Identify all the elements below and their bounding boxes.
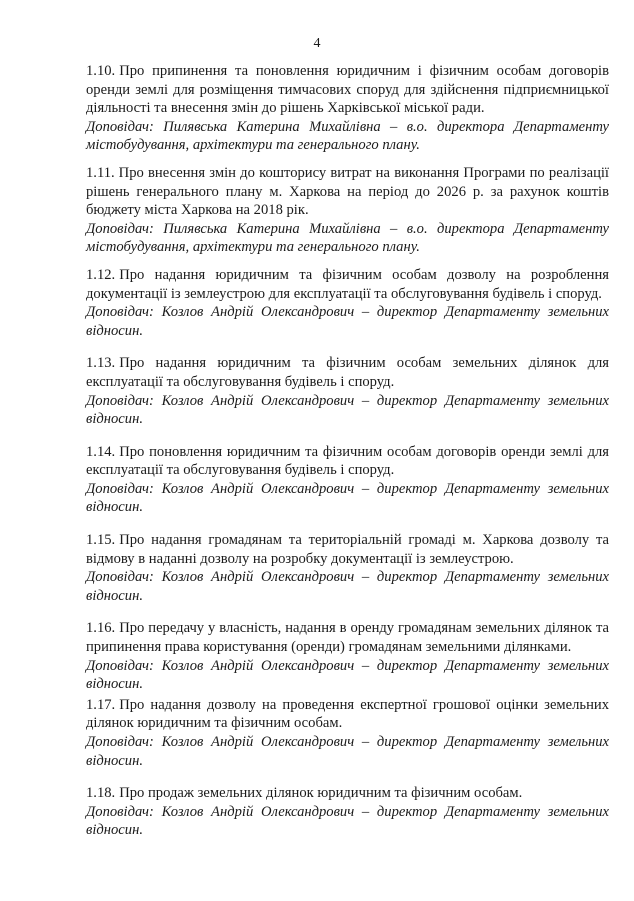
agenda-item-text [86, 164, 609, 220]
agenda-item-title: Про поновлення юридичним та фізичним особам договорів оренди землі для експлуатації та обслуговування будівель і споруд. [86, 443, 609, 479]
agenda-item [86, 619, 609, 693]
agenda-item-number: 1.16. [86, 620, 116, 637]
agenda-item [86, 784, 609, 840]
agenda-item [86, 696, 609, 770]
agenda-item-number: 1.15. [86, 532, 116, 549]
agenda-item-text [86, 354, 609, 391]
agenda-item-speaker: Доповідач: Козлов Андрій Олександрович – директор Департаменту земельних відносин. [86, 803, 609, 839]
agenda-item-speaker: Доповідач: Пилявська Катерина Михайлівна – в.о. директора Департаменту містобудування, архітектури та генерального плану. [86, 220, 609, 256]
agenda-item-number: 1.13. [86, 355, 116, 372]
agenda-item-number: 1.12. [86, 266, 116, 283]
agenda-item-title: Про продаж земельних ділянок юридичним та фізичним особам. [119, 785, 523, 802]
agenda-item [86, 531, 609, 605]
agenda-item [86, 62, 609, 155]
agenda-item-text [86, 62, 609, 118]
agenda-item-title: Про надання громадянам та територіальній громаді м. Харкова дозволу та відмову в наданні дозволу на розробку документації із землеустрою. [86, 532, 609, 567]
agenda-item-number: 1.11. [86, 164, 115, 181]
agenda-item-speaker: Доповідач: Козлов Андрій Олександрович – директор Департаменту земельних відносин. [86, 569, 609, 604]
agenda-item-speaker: Доповідач: Козлов Андрій Олександрович – директор Департаменту земельних відносин. [86, 657, 609, 693]
agenda-item-number: 1.14. [86, 443, 116, 460]
agenda-item-title: Про надання юридичним та фізичним особам земельних ділянок для експлуатації та обслуговування будівель і споруд. [86, 355, 609, 390]
agenda-item-text [86, 443, 609, 480]
agenda-item-title: Про припинення та поновлення юридичним і фізичним особам договорів оренди землі для розміщення тимчасових споруд для здійснення підприємницької діяльності та внесення змін до рішень Харківської міської ради. [86, 63, 609, 117]
agenda-item-number: 1.10. [86, 63, 116, 79]
agenda-item-speaker: Доповідач: Козлов Андрій Олександрович – директор Департаменту земельних відносин. [86, 392, 609, 428]
agenda-item [86, 266, 609, 340]
agenda-item-text [86, 619, 609, 656]
agenda-item-text [86, 266, 609, 303]
agenda-item-speaker: Доповідач: Козлов Андрій Олександрович – директор Департаменту земельних відносин. [86, 480, 609, 516]
agenda-item-speaker: Доповідач: Козлов Андрій Олександрович – директор Департаменту земельних відносин. [86, 734, 609, 769]
agenda-item-speaker: Доповідач: Пилявська Катерина Михайлівна – в.о. директора Департаменту містобудування, архітектури та генерального плану. [86, 118, 609, 154]
page-number: 4 [313, 36, 321, 51]
agenda-list [86, 62, 609, 849]
agenda-item-text [86, 784, 609, 803]
agenda-item-title: Про внесення змін до кошторису витрат на виконання Програми по реалізації рішень генерального плану м. Харкова на період до 2026 р. за рахунок коштів бюджету міста Харкова на 2018 рік. [86, 164, 609, 219]
agenda-item-title: Про надання юридичним та фізичним особам дозволу на розроблення документації із землеустрою для експлуатації та обслуговування будівель і споруд. [86, 266, 609, 302]
agenda-item-title: Про передачу у власність, надання в оренду громадянам земельних ділянок та припинення права користування (оренди) громадянам земельними ділянками. [86, 620, 609, 656]
agenda-item [86, 164, 609, 257]
agenda-item [86, 443, 609, 517]
agenda-item-text [86, 696, 609, 733]
agenda-item-number: 1.18. [86, 785, 116, 802]
agenda-item-title: Про надання дозволу на проведення експертної грошової оцінки земельних ділянок юридичним та фізичним особам. [86, 696, 609, 732]
agenda-item-number: 1.17. [86, 696, 116, 713]
agenda-item-text [86, 531, 609, 568]
agenda-item-speaker: Доповідач: Козлов Андрій Олександрович – директор Департаменту земельних відносин. [86, 304, 609, 339]
agenda-item [86, 354, 609, 428]
